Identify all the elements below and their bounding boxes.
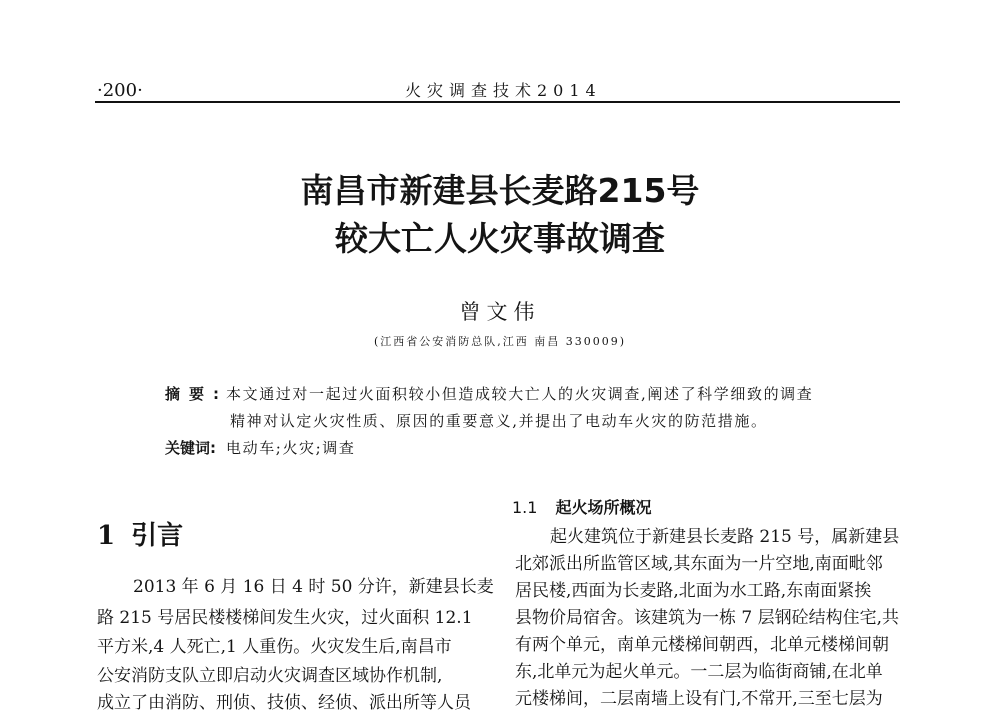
subsection-heading xyxy=(512,495,651,518)
abstract-text-line-1: 本文通过对一起过火面积较小但造成较大亡人的火灾调查,阐述了科学细致的调查 xyxy=(226,385,814,403)
author-affiliation: (江西省公安消防总队,江西 南昌 330009) xyxy=(373,335,627,348)
keywords-text: 电动车;火灾;调查 xyxy=(226,439,356,457)
intro-line: 平方米,4 人死亡,1 人重伤。火灾发生后,南昌市 xyxy=(97,637,452,657)
running-title: 火灾调查技术2014 xyxy=(405,81,602,100)
site-overview-line: 县物价局宿舍。该建筑为一栋 7 层钢砼结构住宅,共 xyxy=(515,608,900,628)
site-overview-line: 东,北单元为起火单元。一二层为临街商铺,在北单 xyxy=(515,662,883,682)
subsection-number: 1.1 xyxy=(512,498,538,517)
article-title-line-1: 南昌市新建县长麦路215号 xyxy=(300,171,700,210)
header-rule xyxy=(95,101,900,103)
abstract-label: 摘要: xyxy=(165,385,228,403)
section-heading xyxy=(97,515,183,552)
site-overview-line: 元楼梯间，二层南墙上设有门,不常开,三至七层为 xyxy=(515,689,883,709)
section-title: 引言 xyxy=(131,521,184,551)
page-number: ·200· xyxy=(97,80,143,101)
site-overview-line: 北郊派出所监管区域,其东面为一片空地,南面毗邻 xyxy=(515,554,883,574)
abstract-text-line-2: 精神对认定火灾性质、原因的重要意义,并提出了电动车火灾的防范措施。 xyxy=(230,412,768,430)
author-name: 曾文伟 xyxy=(459,300,541,324)
intro-line: 公安消防支队立即启动火灾调查区域协作机制, xyxy=(97,666,443,686)
site-overview-line: 有两个单元，南单元楼梯间朝西，北单元楼梯间朝 xyxy=(515,635,889,655)
site-overview-line: 居民楼,西面为长麦路,北面为水工路,东南面紧挨 xyxy=(515,581,872,601)
subsection-title: 起火场所概况 xyxy=(555,498,652,517)
keywords-label: 关键词: xyxy=(165,439,216,457)
intro-line: 路 215 号居民楼楼梯间发生火灾，过火面积 12.1 xyxy=(97,608,473,628)
article-title-line-2: 较大亡人火灾事故调查 xyxy=(335,219,665,258)
intro-line: 成立了由消防、刑侦、技侦、经侦、派出所等人员 xyxy=(97,693,471,713)
section-number: 1 xyxy=(97,521,116,551)
intro-line: 2013 年 6 月 16 日 4 时 50 分许，新建县长麦 xyxy=(133,577,494,597)
site-overview-line: 起火建筑位于新建县长麦路 215 号，属新建县 xyxy=(550,527,900,547)
